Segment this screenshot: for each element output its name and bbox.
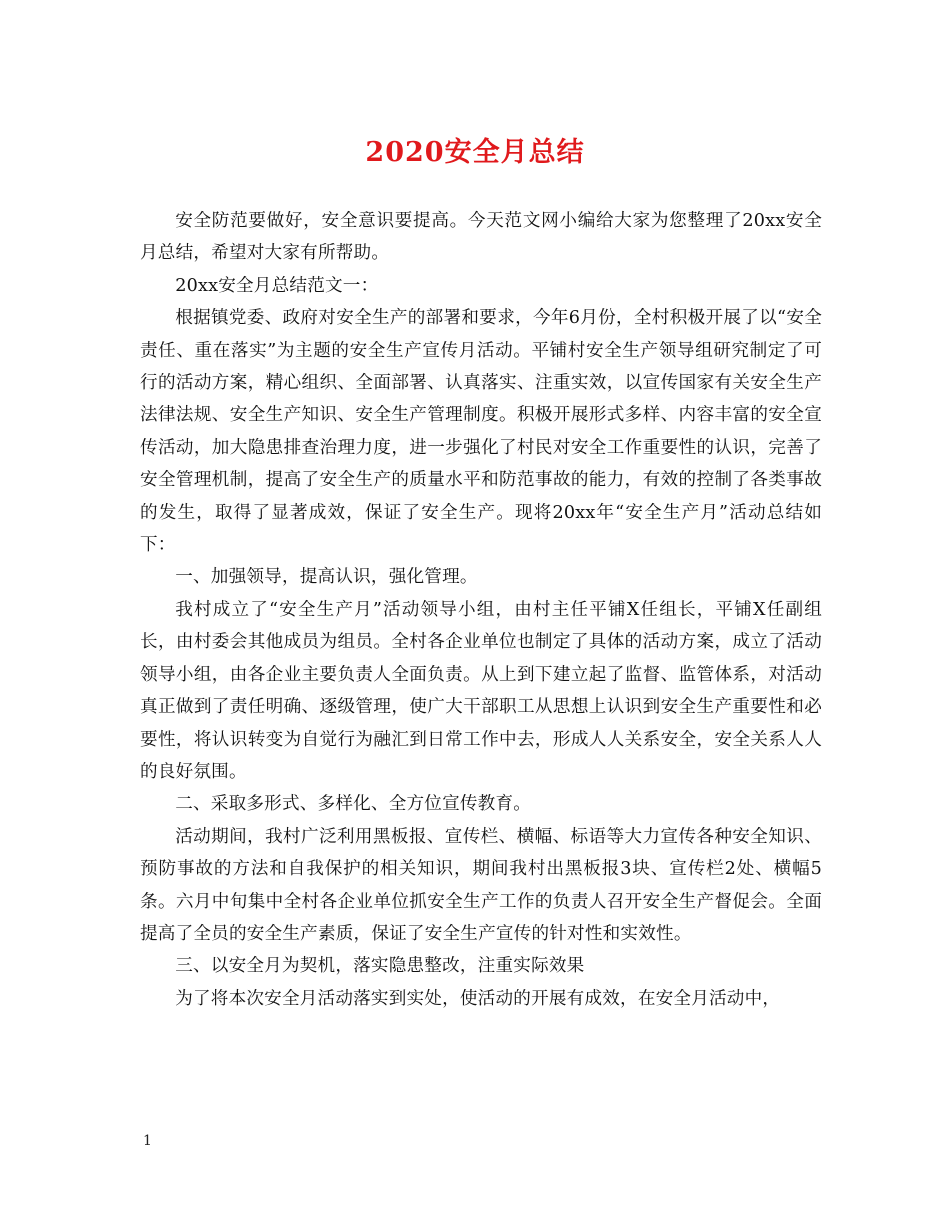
section-heading-3: 三、以安全月为契机，落实隐患整改，注重实际效果	[175, 956, 585, 977]
section-heading-1: 一、加强领导，提高认识，强化管理。	[175, 567, 478, 588]
document-title: 2020安全月总结	[365, 137, 585, 168]
paragraph-overview: 根据镇党委、政府对安全生产的部署和要求，今年6月份，全村积极开展了以“安全责任、重在落实”为主题的安全生产宣传月活动。平铺村安全生产领导组研究制定了可行的活动方案，精心组织、全面部署、认真落实、注重实效，以宣传国家有关安全生产法律法规、安全生产知识、安全生产管理制度。积极开展形式多样、内容丰富的安全宣传活动，加大隐患排查治理力度，进一步强化了村民对安全工作重要性的认识，完善了安全管理机制，提高了安全生产的质量水平和防范事故的能力，有效的控制了各类事故的发生，取得了显著成效，保证了安全生产。现将20xx年“安全生产月”活动总结如下：	[140, 308, 822, 556]
paragraph-sample-heading: 20xx安全月总结范文一：	[175, 275, 379, 296]
document-body	[140, 205, 822, 1015]
page-number: 1	[143, 1133, 152, 1149]
paragraph-leadership: 我村成立了“安全生产月”活动领导小组，由村主任平铺X任组长，平铺X任副组长，由村委会其他成员为组员。全村各企业单位也制定了具体的活动方案，成立了活动领导小组，由各企业主要负责人全面负责。从上到下建立起了监督、监管体系，对活动真正做到了责任明确、逐级管理，使广大干部职工从思想上认识到安全生产重要性和必要性，将认识转变为自觉行为融汇到日常工作中去，形成人人关系安全，安全关系人人的良好氛围。	[140, 599, 822, 782]
section-heading-2: 二、采取多形式、多样化、全方位宣传教育。	[175, 794, 532, 815]
paragraph-implementation: 为了将本次安全月活动落实到实处，使活动的开展有成效，在安全月活动中，	[175, 988, 781, 1009]
paragraph-intro: 安全防范要做好，安全意识要提高。今天范文网小编给大家为您整理了20xx安全月总结，希望对大家有所帮助。	[140, 211, 822, 264]
paragraph-publicity: 活动期间，我村广泛利用黑板报、宣传栏、横幅、标语等大力宣传各种安全知识、预防事故的方法和自我保护的相关知识，期间我村出黑板报3块、宣传栏2处、横幅5条。六月中旬集中全村各企业单位抓安全生产工作的负责人召开安全生产督促会。全面提高了全员的安全生产素质，保证了安全生产宣传的针对性和实效性。	[140, 826, 822, 944]
